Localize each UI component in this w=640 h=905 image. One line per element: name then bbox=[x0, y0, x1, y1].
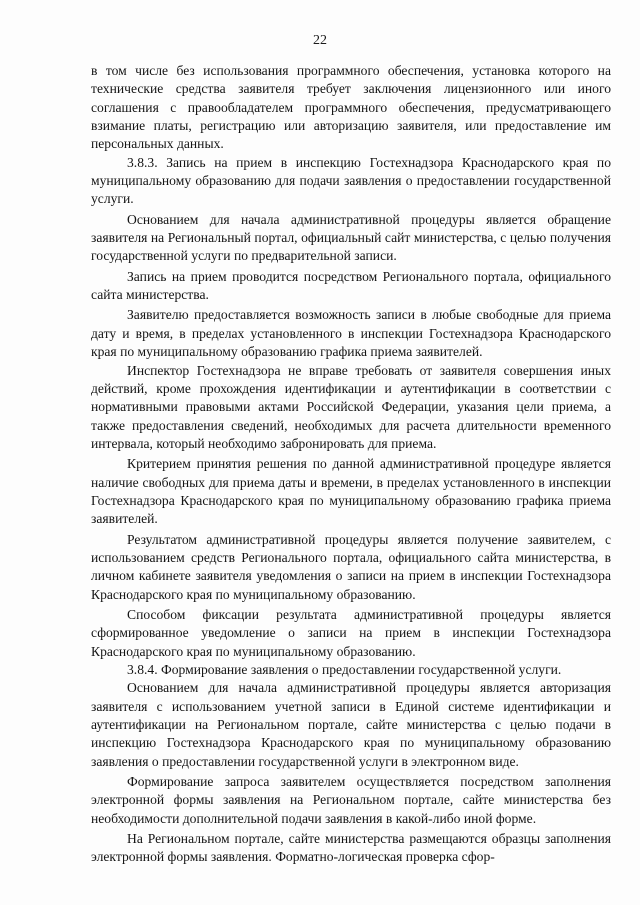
paragraph-continuation: в том числе без использования программного обеспечения, установка которого на технические средства заявителя требует заключения лицензионного или иного соглашения с правообладателем программного обеспечения, предусматривающего взимание платы, регистрацию или авторизацию заявителя, или предоставление им персональных данных. bbox=[91, 63, 611, 152]
paragraph: Результатом административной процедуры является получение заявителем, с использованием средств Регионального портала, официального сайта министерства, в личном кабинете заявителя уведомления о записи на прием в инспекции Гостехнадзора Краснодарского края по муниципальному образованию. bbox=[91, 531, 611, 602]
paragraph: Основанием для начала административной процедуры является авторизация заявителя с использованием учетной записи в Единой системе идентификации и аутентификации на Региональном портале, сайте министерства с целью подачи в инспекцию Гостехнадзора Краснодарского края по муниципальному образованию заявления о предоставлении государственной услуги в электронном виде. bbox=[91, 680, 611, 769]
paragraph: Инспектор Гостехнадзора не вправе требовать от заявителя совершения иных действий, кроме прохождения идентификации и аутентификации в соответствии с нормативными правовыми актами Российской Федерации, указания цели приема, а также предоставления сведений, необходимых для расчета длительности временного интервала, который необходимо забронировать для приема. bbox=[91, 362, 611, 451]
paragraph: На Региональном портале, сайте министерства размещаются образцы заполнения электронной формы заявления. Форматно-логическая проверка сфор- bbox=[91, 831, 611, 865]
paragraph: Критерием принятия решения по данной административной процедуре является наличие свободных для приема даты и времени, в пределах установленного в инспекции Гостехнадзора Краснодарского края по муниципальному образованию графика приема заявителей. bbox=[91, 456, 611, 527]
page-number: 22 bbox=[313, 33, 327, 48]
paragraph: Заявителю предоставляется возможность записи в любые свободные для приема дату и время, в пределах установленного в инспекции Гостехнадзора Краснодарского края по муниципальному образованию графика приема заявителей. bbox=[91, 307, 611, 360]
document-body bbox=[91, 62, 611, 867]
paragraph: Основанием для начала административной процедуры является обращение заявителя на Региональный портал, официальный сайт министерства, с целью получения государственной услуги по предварительной записи. bbox=[91, 211, 611, 264]
section-heading-3-8-3: 3.8.3. Запись на прием в инспекцию Гостехнадзора Краснодарского края по муниципальному образованию для подачи заявления о предоставлении государственной услуги. bbox=[91, 154, 611, 207]
paragraph: Запись на прием проводится посредством Регионального портала, официального сайта министерства. bbox=[91, 268, 611, 303]
paragraph: Формирование запроса заявителем осуществляется посредством заполнения электронной формы заявления на Региональном портале, сайте министерства без необходимости дополнительной подачи заявления в какой-либо иной форме. bbox=[91, 774, 611, 826]
paragraph: Способом фиксации результата административной процедуры является сформированное уведомление о записи на прием в инспекции Гостехнадзора Краснодарского края по муниципальному образованию. bbox=[91, 606, 611, 659]
section-heading-3-8-4: 3.8.4. Формирование заявления о предоставлении государственной услуги. bbox=[127, 662, 562, 677]
